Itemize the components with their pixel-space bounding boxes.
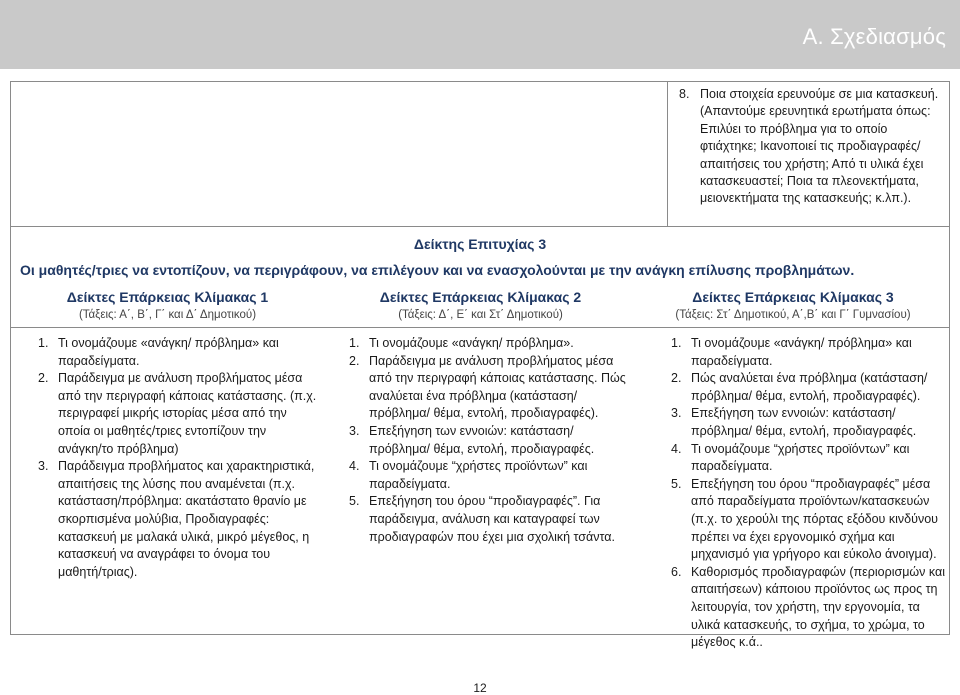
item-line: πρόβλημα/ θέμα, εντολή, προδιαγραφές).	[691, 388, 921, 403]
item-line: Καθορισμός προδιαγραφών (περιορισμών και	[691, 564, 945, 579]
list-item	[349, 423, 641, 458]
item-number: 2.	[38, 371, 49, 386]
item-line: παραδείγματα.	[691, 353, 773, 368]
column-heading-2	[324, 288, 637, 323]
top-right-cell	[679, 86, 947, 208]
item-number: 3.	[38, 459, 49, 474]
item-line: Επεξήγηση του όρου “προδιαγραφές” μέσα	[691, 476, 931, 491]
item-line: αναλύεται ένα πρόβλημα (κατάσταση/	[369, 388, 578, 403]
item-line: απαιτήσεων) κάποιου προϊόντος ως προς τη	[691, 582, 938, 597]
item-line: μέγεθος κ.ά..	[691, 635, 763, 650]
list-item	[349, 493, 641, 546]
item-line: παραδείγματα.	[691, 459, 773, 474]
item-number: 2.	[671, 371, 682, 386]
item-line: Τι ονομάζουμε “χρήστες προϊόντων” και	[369, 459, 588, 474]
list-item	[671, 370, 951, 405]
list-item	[38, 458, 338, 581]
column-3-list	[671, 335, 951, 652]
item-number: 2.	[349, 353, 360, 368]
page-number: 12	[473, 681, 487, 695]
main-table	[10, 226, 950, 650]
column-title: Δείκτες Επάρκειας Κλίμακας 1	[66, 289, 269, 305]
item-line: πρόβλημα/ θέμα, εντολή, προδιαγραφές.	[369, 441, 595, 456]
column-subtitle: (Τάξεις: Α΄, Β΄, Γ΄ και Δ΄ Δημοτικού)	[78, 309, 257, 321]
item-line: ανάγκη/το πρόβλημα)	[58, 441, 179, 456]
item-line: Επεξήγηση των εννοιών: κατάσταση/	[369, 423, 574, 438]
item-number: 5.	[349, 494, 360, 509]
item-line: παράδειγμα, ανάλυση και καταγραφεί των	[369, 511, 600, 526]
item-line: από παραδείγματα προϊόντων/κατασκευών	[691, 494, 930, 509]
indicator-description: Οι μαθητές/τριες να εντοπίζουν, να περιγράφουν, να επιλέγουν και να ενασχολούνται με την ανάγκη επίλυσης προβλημάτων.	[20, 262, 855, 278]
item-line: υλικά κατασκευής, το σχήμα, το χρώμα, το	[691, 617, 925, 632]
item-line: κατασκευή να αναγράφει το όνομα του	[58, 547, 271, 562]
item-line: πρέπει να έχει εργονομικό σχήμα και	[691, 529, 895, 544]
item-number: 8.	[679, 87, 690, 101]
item-number: 1.	[38, 336, 49, 350]
item-line: Επεξήγηση του όρου “προδιαγραφές”. Για	[369, 494, 601, 509]
item-line: απαιτήσεις της λύσης που αναμένεται (π.χ.	[58, 476, 296, 491]
list-item	[671, 335, 951, 370]
column-title: Δείκτες Επάρκειας Κλίμακας 3	[692, 289, 894, 305]
item-line: σκορπισμένα μολύβια, Προδιαγραφές:	[58, 511, 270, 526]
item-line: Τι ονομάζουμε “χρήστες προϊόντων” και	[691, 441, 910, 456]
item-line: Πώς αναλύεται ένα πρόβλημα (κατάσταση/	[691, 371, 928, 386]
column-title: Δείκτες Επάρκειας Κλίμακας 2	[379, 289, 582, 305]
item-number: 1.	[349, 336, 360, 350]
item-line: μαθητή/τριας).	[58, 564, 138, 579]
item-line: Παράδειγμα με ανάλυση προβλήματος μέσα	[369, 353, 614, 368]
item-line: παραδείγματα.	[369, 476, 451, 491]
indicator-title: Δείκτης Επιτυχίας 3	[413, 236, 547, 252]
column-heading-1	[11, 288, 324, 323]
item-line: μηχανισμό για γρήγορο και εύκολο άνοιγμα).	[691, 547, 937, 562]
list-item	[671, 441, 951, 476]
item-line: από την περιγραφή κάποιας κατάστασης. (π.χ.	[58, 388, 317, 403]
list-item	[349, 353, 641, 423]
item-line: πρόβλημα/ θέμα, εντολή, προδιαγραφές.	[691, 423, 917, 438]
column-subtitle: (Τάξεις: Στ΄ Δημοτικού, Α΄,Β΄ και Γ΄ Γυμνασίου)	[675, 309, 911, 321]
list-item	[38, 335, 338, 370]
page-title: Α. Σχεδιασμός	[802, 24, 946, 49]
item-line: προδιαγραφών που έχει μια σχολική τσάντα.	[369, 529, 615, 544]
item-line: κατασκευή με μαλακά υλικά, μικρό μέγεθος, η	[58, 529, 310, 544]
list-item	[671, 564, 951, 652]
column-subtitle: (Τάξεις: Δ΄, Ε΄ και Στ΄ Δημοτικού)	[398, 309, 563, 321]
item-line: Παράδειγμα με ανάλυση προβλήματος μέσα	[58, 371, 303, 386]
list-item	[349, 458, 641, 493]
column-2-list	[349, 335, 641, 546]
item-line: λειτουργία, τον χρήστη, την εργονομία, τα	[691, 599, 920, 614]
item-number: 3.	[349, 423, 360, 438]
list-item	[349, 335, 641, 353]
heading-separator	[11, 327, 949, 328]
item-line: παραδείγματα.	[58, 353, 140, 368]
list-item	[38, 370, 338, 458]
top-table	[10, 81, 950, 227]
item-line: Τι ονομάζουμε «ανάγκη/ πρόβλημα» και	[58, 336, 279, 350]
item-line: Τι ονομάζουμε «ανάγκη/ πρόβλημα».	[369, 336, 574, 350]
item-line: κατάσταση/πρόβλημα: ακατάστατο θρανίο με	[58, 494, 307, 509]
item-number: 5.	[671, 476, 682, 491]
item-text: Ποια στοιχεία ερευνούμε σε μια κατασκευή. (Απαντούμε ερευνητικά ερωτήματα όπως: Επιλύει το πρόβλημα για το οποίο φτιάχτηκε; Ικανοποιεί τις προδιαγραφές/απαιτήσεις του χρήστη; Από τι υλικά έχει κατασκευαστεί; Ποια τα πλεονεκτήματα, μειονεκτήματα της κατασκευής; κ.λπ.).	[700, 87, 939, 206]
item-line: οποία οι μαθητές/τριες εντοπίζουν την	[58, 423, 267, 438]
item-number: 6.	[671, 564, 682, 579]
item-line: Επεξήγηση των εννοιών: κατάσταση/	[691, 406, 896, 421]
item-number: 3.	[671, 406, 682, 421]
cell-divider	[667, 82, 668, 226]
item-number: 4.	[671, 441, 682, 456]
list-item	[671, 405, 951, 440]
item-number: 4.	[349, 459, 360, 474]
item-line: πρόβλημα/ θέμα, εντολή, προδιαγραφές).	[369, 406, 599, 421]
item-line: από την περιγραφή κάποιας κατάστασης. Πώς	[369, 371, 626, 386]
item-number: 1.	[671, 336, 682, 350]
item-line: Παράδειγμα προβλήματος και χαρακτηριστικά,	[58, 459, 315, 474]
item-line: περιγραφεί μικρής ιστορίας μέσα από την	[58, 406, 287, 421]
header-bar	[0, 0, 960, 69]
column-heading-3	[637, 288, 949, 323]
item-line: Τι ονομάζουμε «ανάγκη/ πρόβλημα» και	[691, 336, 912, 350]
item-line: (π.χ. το χερούλι της πόρτας εξόδου κινδύνου	[691, 511, 938, 526]
list-item	[671, 476, 951, 564]
column-1-list	[38, 335, 338, 581]
